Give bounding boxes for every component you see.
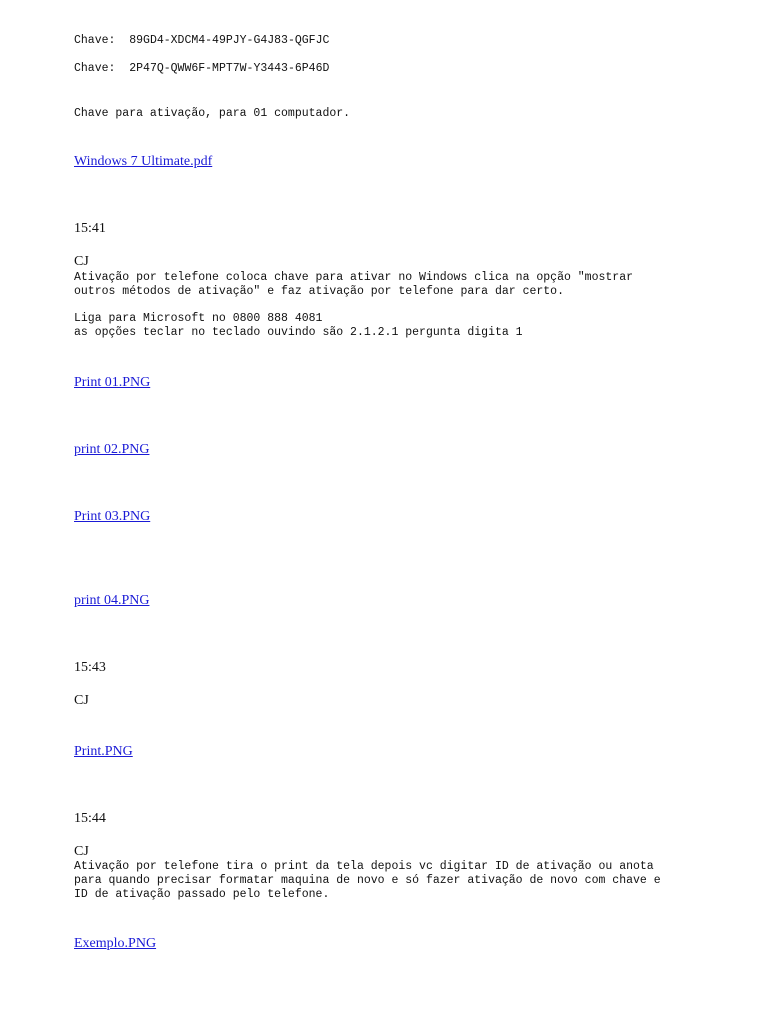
message-text-line: Ativação por telefone coloca chave para ativar no Windows clica na opção "mostrar bbox=[74, 271, 633, 284]
attachment-link-print-03[interactable]: Print 03.PNG bbox=[74, 509, 151, 524]
message-author: CJ bbox=[74, 844, 89, 859]
attachment-link-windows-pdf[interactable]: Windows 7 Ultimate.pdf bbox=[74, 154, 213, 169]
message-timestamp: 15:44 bbox=[74, 811, 106, 826]
attachment-link-print-04[interactable]: print 04.PNG bbox=[74, 593, 150, 608]
message-text-line: para quando precisar formatar maquina de novo e só fazer ativação de novo com chave e bbox=[74, 874, 661, 887]
message-text-line: as opções teclar no teclado ouvindo são 2.1.2.1 pergunta digita 1 bbox=[74, 326, 523, 339]
attachment-link-print-02[interactable]: print 02.PNG bbox=[74, 442, 150, 457]
message-author: CJ bbox=[74, 693, 89, 708]
attachment-link-print[interactable]: Print.PNG bbox=[74, 744, 133, 759]
key-label: Chave: bbox=[74, 62, 116, 75]
message-text-line: outros métodos de ativação" e faz ativação por telefone para dar certo. bbox=[74, 285, 564, 298]
message-author: CJ bbox=[74, 254, 89, 269]
message-timestamp: 15:43 bbox=[74, 660, 106, 675]
key-value: 89GD4-XDCM4-49PJY-G4J83-QGFJC bbox=[129, 34, 330, 47]
message-timestamp: 15:41 bbox=[74, 221, 106, 236]
key-value: 2P47Q-QWW6F-MPT7W-Y3443-6P46D bbox=[129, 62, 330, 75]
attachment-link-print-01[interactable]: Print 01.PNG bbox=[74, 375, 151, 390]
key-label: Chave: bbox=[74, 34, 116, 47]
message-text-line: Ativação por telefone tira o print da tela depois vc digitar ID de ativação ou anota bbox=[74, 860, 654, 873]
key-line-2 bbox=[74, 62, 329, 76]
message-text-line: Liga para Microsoft no 0800 888 4081 bbox=[74, 312, 323, 325]
activation-note: Chave para ativação, para 01 computador. bbox=[74, 107, 351, 120]
attachment-link-exemplo[interactable]: Exemplo.PNG bbox=[74, 936, 157, 951]
message-text-line: ID de ativação passado pelo telefone. bbox=[74, 888, 330, 901]
key-line-1 bbox=[74, 34, 329, 48]
